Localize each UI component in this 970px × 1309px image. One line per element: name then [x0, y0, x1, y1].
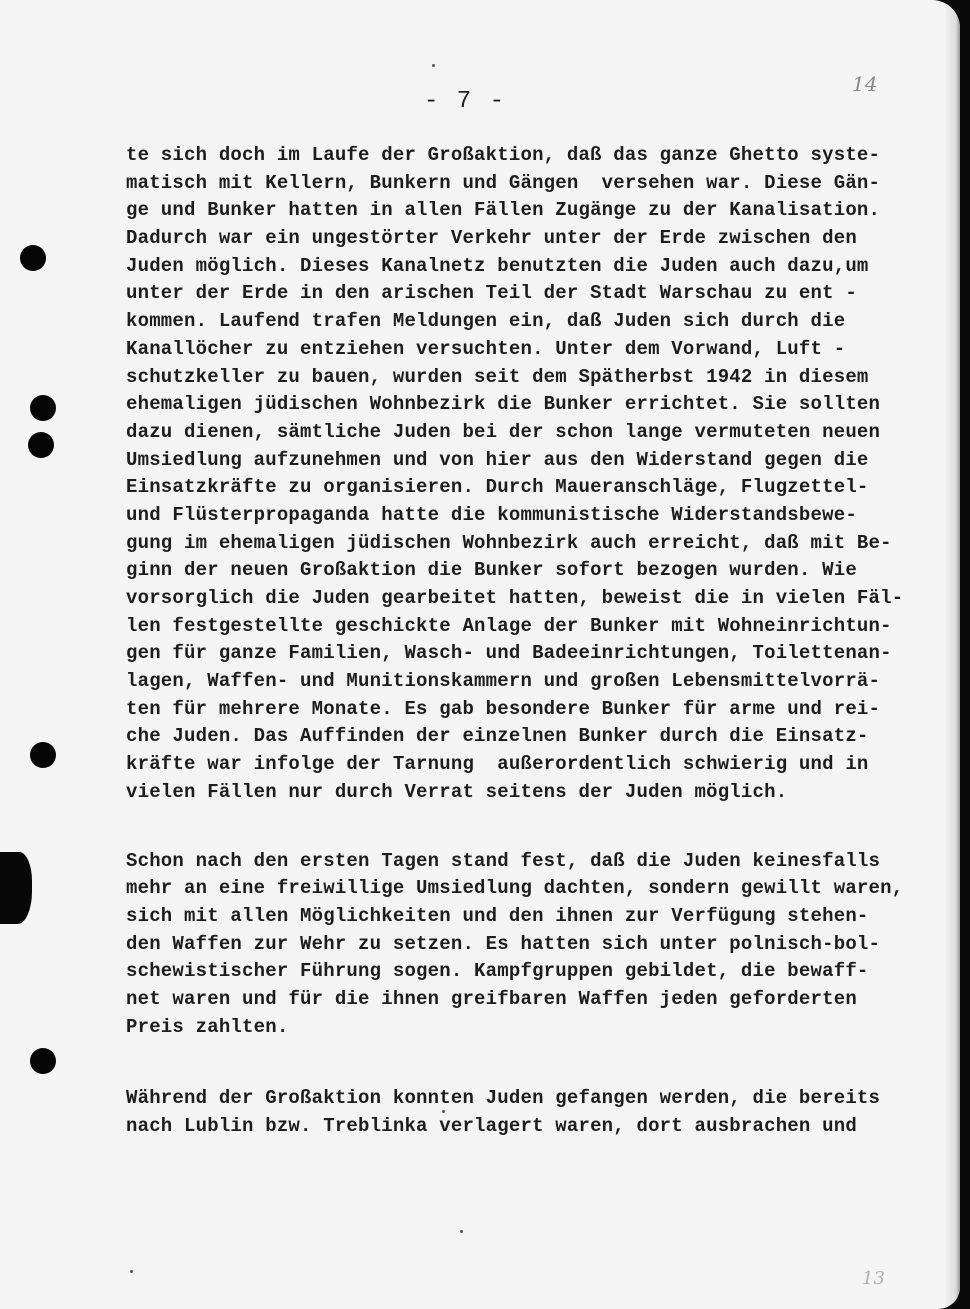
speck — [460, 1230, 463, 1233]
punch-hole — [28, 432, 54, 458]
paragraph-escapees — [126, 1085, 896, 1140]
handwritten-bottom-annotation: 13 — [862, 1268, 885, 1289]
page-number: - 7 - — [423, 88, 506, 115]
text-line: unter der Erde in den arischen Teil der Stadt Warschau zu ent - — [126, 282, 857, 305]
text-line: ten für mehrere Monate. Es gab besondere Bunker für arme und rei- — [126, 697, 881, 720]
punch-hole — [30, 395, 56, 421]
text-line: ehemaligen jüdischen Wohnbezirk die Bunker errichtet. Sie sollten — [126, 393, 881, 416]
speck — [432, 64, 435, 67]
text-line: schutzkeller zu bauen, wurden seit dem Spätherbst 1942 in diesem — [126, 365, 869, 388]
punch-hole — [20, 245, 46, 271]
text-line: Dadurch war ein ungestörter Verkehr unter der Erde zwischen den — [126, 227, 857, 250]
text-line: vorsorglich die Juden gearbeitet hatten, beweist die in vielen Fäl- — [126, 587, 904, 609]
paragraph-bunkers — [126, 142, 904, 807]
text-line: schewistischer Führung sogen. Kampfgruppen gebildet, die bewaff- — [126, 960, 869, 983]
speck — [442, 1110, 445, 1113]
text-line: matisch mit Kellern, Bunkern und Gängen versehen war. Diese Gän- — [126, 171, 881, 194]
text-line: mehr an eine freiwillige Umsiedlung dachten, sondern gewillt waren, — [126, 877, 904, 900]
text-line: Umsiedlung aufzunehmen und von hier aus den Widerstand gegen die — [126, 448, 869, 471]
text-line: gung im ehemaligen jüdischen Wohnbezirk auch erreicht, daß mit Be- — [126, 531, 892, 554]
speck — [130, 1270, 133, 1273]
page-edge — [946, 0, 960, 1309]
text-line: nach Lublin bzw. Treblinka verlagert waren, dort ausbrachen und — [126, 1115, 857, 1137]
text-line: gen für ganze Familien, Wasch- und Badeeinrichtungen, Toilettenan- — [126, 642, 892, 665]
text-line: ge und Bunker hatten in allen Fällen Zugänge zu der Kanalisation. — [126, 199, 881, 222]
text-line: den Waffen zur Wehr zu setzen. Es hatten sich unter polnisch-bol- — [126, 932, 881, 955]
text-line: und Flüsterpropaganda hatte die kommunistische Widerstandsbewe- — [126, 503, 857, 526]
punch-hole — [30, 742, 56, 768]
text-line: kommen. Laufend trafen Meldungen ein, daß Juden sich durch die — [126, 310, 846, 333]
ink-blot — [0, 852, 32, 924]
text-line: sich mit allen Möglichkeiten und den ihnen zur Verfügung stehen- — [126, 904, 869, 927]
text-line: lagen, Waffen- und Munitionskammern und großen Lebensmittelvorrä- — [126, 670, 881, 693]
text-line: len festgestellte geschickte Anlage der Bunker mit Wohneinrichtun- — [126, 614, 892, 637]
text-line: Juden möglich. Dieses Kanalnetz benutzten die Juden auch dazu,um — [126, 254, 869, 277]
typewritten-body — [126, 142, 904, 1141]
punch-hole — [30, 1048, 56, 1074]
text-line: Preis zahlten. — [126, 1015, 289, 1038]
text-line: che Juden. Das Auffinden der einzelnen Bunker durch die Einsatz- — [126, 725, 869, 748]
text-line: vielen Fällen nur durch Verrat seitens der Juden möglich. — [126, 780, 788, 803]
text-line: te sich doch im Laufe der Großaktion, daß das ganze Ghetto syste- — [126, 144, 881, 166]
handwritten-page-annotation: 14 — [852, 72, 878, 96]
text-line: Kanallöcher zu entziehen versuchten. Unter dem Vorwand, Luft - — [126, 337, 846, 360]
text-line: kräfte war infolge der Tarnung außerordentlich schwierig und in — [126, 753, 869, 776]
text-line: Schon nach den ersten Tagen stand fest, daß die Juden keinesfalls — [126, 849, 881, 872]
text-line: dazu dienen, sämtliche Juden bei der schon lange vermuteten neuen — [126, 420, 881, 443]
text-line: Einsatzkräfte zu organisieren. Durch Maueranschläge, Flugzettel- — [126, 476, 869, 499]
text-line: net waren und für die ihnen greifbaren Waffen jeden geforderten — [126, 987, 857, 1010]
text-line: Während der Großaktion konnten Juden gefangen werden, die bereits — [126, 1087, 881, 1110]
text-line: ginn der neuen Großaktion die Bunker sofort bezogen wurden. Wie — [126, 559, 857, 582]
paragraph-resistance — [126, 848, 904, 1042]
